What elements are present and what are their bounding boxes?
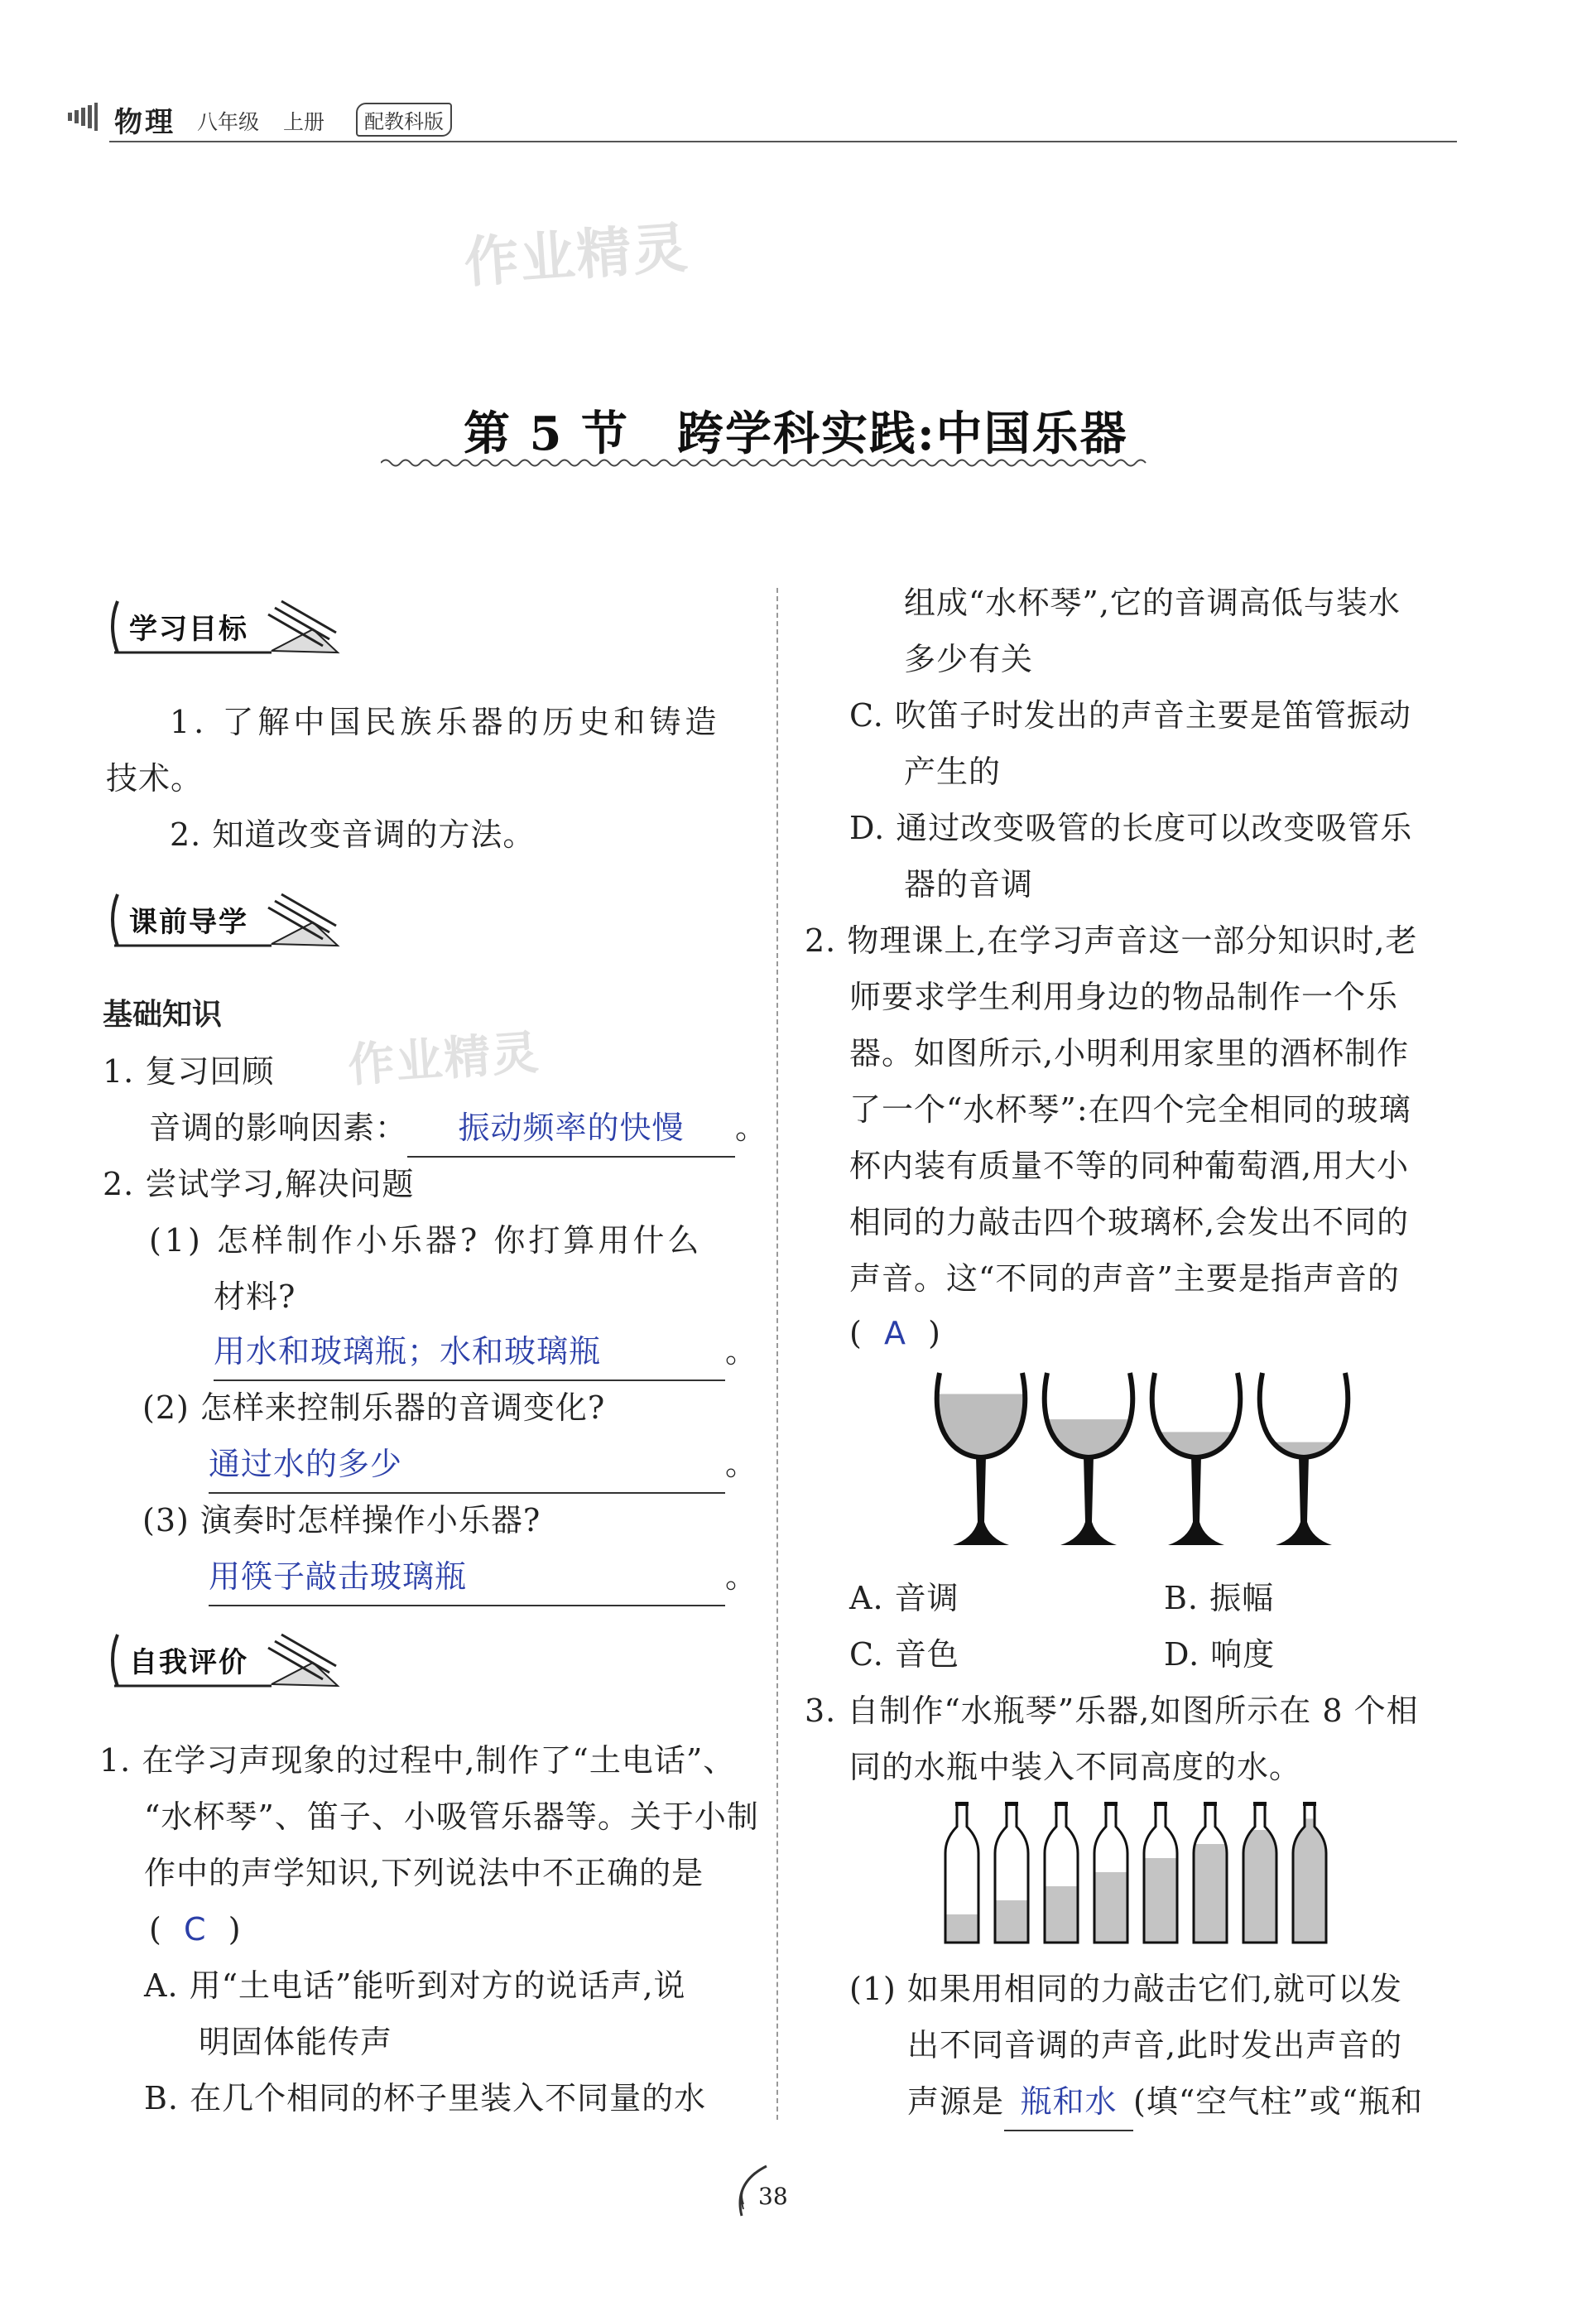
q2-1-line-b: 材料?: [214, 1278, 296, 1315]
e1-option-c-line-a: C. 吹笛子时发出的声音主要是笛管振动: [849, 697, 1411, 734]
e1-option-d-line-a: D. 通过改变吸管的长度可以改变吸管乐: [849, 810, 1413, 846]
water-bottle-4: [1094, 1802, 1127, 1943]
q2-line-g: 声音。这“不同的声音”主要是指声音的: [849, 1260, 1400, 1297]
page-header: [66, 98, 1457, 147]
wine-glasses-figure: [927, 1365, 1358, 1555]
q2-1-line-a: (1) 怎样制作小乐器? 你打算用什么: [149, 1222, 703, 1259]
bottle-water: [1094, 1872, 1127, 1943]
q2-1-answer-line: [214, 1323, 757, 1381]
q3-1-prefix: 声源是: [907, 2083, 1005, 2120]
header-volume: 上册: [283, 110, 325, 134]
water-bottles-figure: [939, 1802, 1353, 1948]
q2-option-d[interactable]: D. 响度: [1164, 1636, 1276, 1673]
badge-learning-goals: [106, 596, 346, 657]
e1-line-a: 1. 在学习声现象的过程中,制作了“土电话”、: [99, 1742, 736, 1779]
q1-line: [149, 1100, 767, 1158]
q1-title: 1. 复习回顾: [103, 1053, 275, 1090]
q2-line-e: 杯内装有质量不等的同种葡萄酒,用大小: [849, 1148, 1410, 1184]
goal-1-line-a: 1. 了解中国民族乐器的历史和铸造: [170, 704, 721, 740]
q2-1-answer: 用水和玻璃瓶；水和玻璃瓶: [214, 1333, 602, 1370]
q3-1-line-c: [907, 2073, 1423, 2131]
q1-answer: 振动频率的快慢: [458, 1110, 685, 1146]
watermark-mid: 作业精灵: [346, 1025, 542, 1094]
q2-line-d: 了一个“水杯琴”:在四个完全相同的玻璃: [849, 1091, 1411, 1128]
q2-2-answer-blank[interactable]: [209, 1436, 725, 1494]
wine-glass-1: [927, 1373, 1035, 1545]
bottle-water: [1194, 1844, 1227, 1943]
basic-knowledge-heading: 基础知识: [103, 998, 223, 1032]
e1-option-a-line-b: 明固体能传声: [199, 2024, 393, 2060]
q2-3-answer-line: [209, 1548, 757, 1606]
e1-answer-bracket[interactable]: ( C ): [149, 1911, 242, 1948]
header-ornament-icon: [66, 103, 99, 131]
q2-2: (2) 怎样来控制乐器的音调变化?: [142, 1389, 606, 1426]
wine-glass-3: [1142, 1373, 1250, 1545]
wine-glass-2: [1035, 1373, 1142, 1545]
e1-line-c: 作中的声学知识,下列说法中不正确的是: [144, 1855, 704, 1891]
e1-option-b-line-c: 多少有关: [904, 641, 1034, 677]
e1-answer: C: [183, 1911, 207, 1948]
bottle-water: [1045, 1886, 1078, 1943]
water-bottle-3: [1045, 1802, 1078, 1943]
e1-option-a-line-a: A. 用“土电话”能听到对方的说话声,说: [144, 1967, 686, 2004]
q2-3-answer-blank[interactable]: [209, 1548, 725, 1606]
header-rule: [109, 141, 1457, 142]
q3-1-suffix: (填“空气柱”或“瓶和: [1133, 2083, 1424, 2120]
q3-1-answer: 瓶和水: [1020, 2083, 1118, 2120]
q2-line-a: 2. 物理课上,在学习声音这一部分知识时,老: [805, 922, 1418, 959]
goal-2: 2. 知道改变音调的方法。: [170, 816, 536, 853]
header-grade: 八年级: [197, 110, 260, 134]
section-title: 第 5 节 跨学科实践:中国乐器: [464, 407, 1128, 461]
bottle-water: [1144, 1858, 1177, 1943]
q2-answer: A: [883, 1315, 906, 1351]
e1-option-c-line-b: 产生的: [904, 754, 1002, 790]
page-number: 38: [758, 2183, 788, 2210]
badge-learning-goals-label: 学习目标: [129, 613, 248, 646]
q2-3-period: 。: [725, 1558, 758, 1595]
goal-1-line-b: 技术。: [106, 760, 204, 797]
q2-option-a[interactable]: A. 音调: [849, 1580, 959, 1616]
q1-answer-blank[interactable]: [407, 1100, 735, 1158]
e1-option-b-line-a: B. 在几个相同的杯子里装入不同量的水: [144, 2080, 707, 2116]
water-bottle-6: [1194, 1802, 1227, 1943]
title-wavy-underline: [381, 457, 1167, 469]
q2-1-answer-blank[interactable]: [214, 1323, 725, 1381]
q1-period: 。: [735, 1110, 768, 1146]
q3-1-line-a: (1) 如果用相同的力敲击它们,就可以发: [849, 1971, 1402, 2007]
badge-preview-label: 课前导学: [129, 906, 248, 939]
q3-1-line-b: 出不同音调的声音,此时发出声音的: [907, 2027, 1403, 2063]
wine-glass-4: [1250, 1373, 1358, 1545]
e1-option-d-line-b: 器的音调: [904, 866, 1034, 903]
q2-answer-bracket[interactable]: ( A ): [849, 1315, 941, 1351]
q2-line-f: 相同的力敲击四个玻璃杯,会发出不同的: [849, 1204, 1410, 1240]
bottle-water: [945, 1914, 978, 1943]
q3-line-b: 同的水瓶中装入不同高度的水。: [849, 1749, 1302, 1785]
q2-2-answer-line: [209, 1436, 757, 1494]
q3-1-answer-blank[interactable]: [1004, 2073, 1133, 2131]
q2-1-period: 。: [725, 1333, 758, 1370]
q3-line-a: 3. 自制作“水瓶琴”乐器,如图所示在 8 个相: [805, 1692, 1419, 1729]
column-divider: [776, 588, 778, 2120]
q2-line-b: 师要求学生利用身边的物品制作一个乐: [849, 979, 1399, 1015]
badge-preview: [106, 889, 346, 951]
water-bottle-8: [1293, 1802, 1326, 1943]
badge-self-eval: [106, 1630, 346, 1691]
water-bottle-7: [1243, 1802, 1276, 1943]
e1-option-b-line-b: 组成“水杯琴”,它的音调高低与装水: [904, 585, 1401, 621]
bottle-water: [1243, 1830, 1276, 1943]
water-bottle-1: [945, 1802, 978, 1943]
bottle-water: [995, 1900, 1028, 1943]
q2-option-c[interactable]: C. 音色: [849, 1636, 959, 1673]
q2-line-c: 器。如图所示,小明利用家里的酒杯制作: [849, 1035, 1410, 1071]
water-bottle-2: [995, 1802, 1028, 1943]
e1-line-b: “水杯琴”、笛子、小吸管乐器等。关于小制: [144, 1798, 759, 1835]
q2-option-b[interactable]: B. 振幅: [1164, 1580, 1275, 1616]
q2-title: 2. 尝试学习,解决问题: [103, 1166, 415, 1202]
header-subject: 物理: [114, 106, 175, 139]
q2-3-answer: 用筷子敲击玻璃瓶: [209, 1558, 468, 1595]
q1-prefix: 音调的影响因素：: [149, 1110, 408, 1146]
water-bottle-5: [1144, 1802, 1177, 1943]
watermark-top: 作业精灵: [462, 215, 691, 296]
q2-2-answer: 通过水的多少: [209, 1446, 403, 1482]
badge-self-eval-label: 自我评价: [129, 1646, 248, 1679]
q2-2-period: 。: [725, 1446, 758, 1482]
q2-3: (3) 演奏时怎样操作小乐器?: [142, 1502, 541, 1538]
header-edition-tag: 配教科版: [356, 103, 452, 137]
